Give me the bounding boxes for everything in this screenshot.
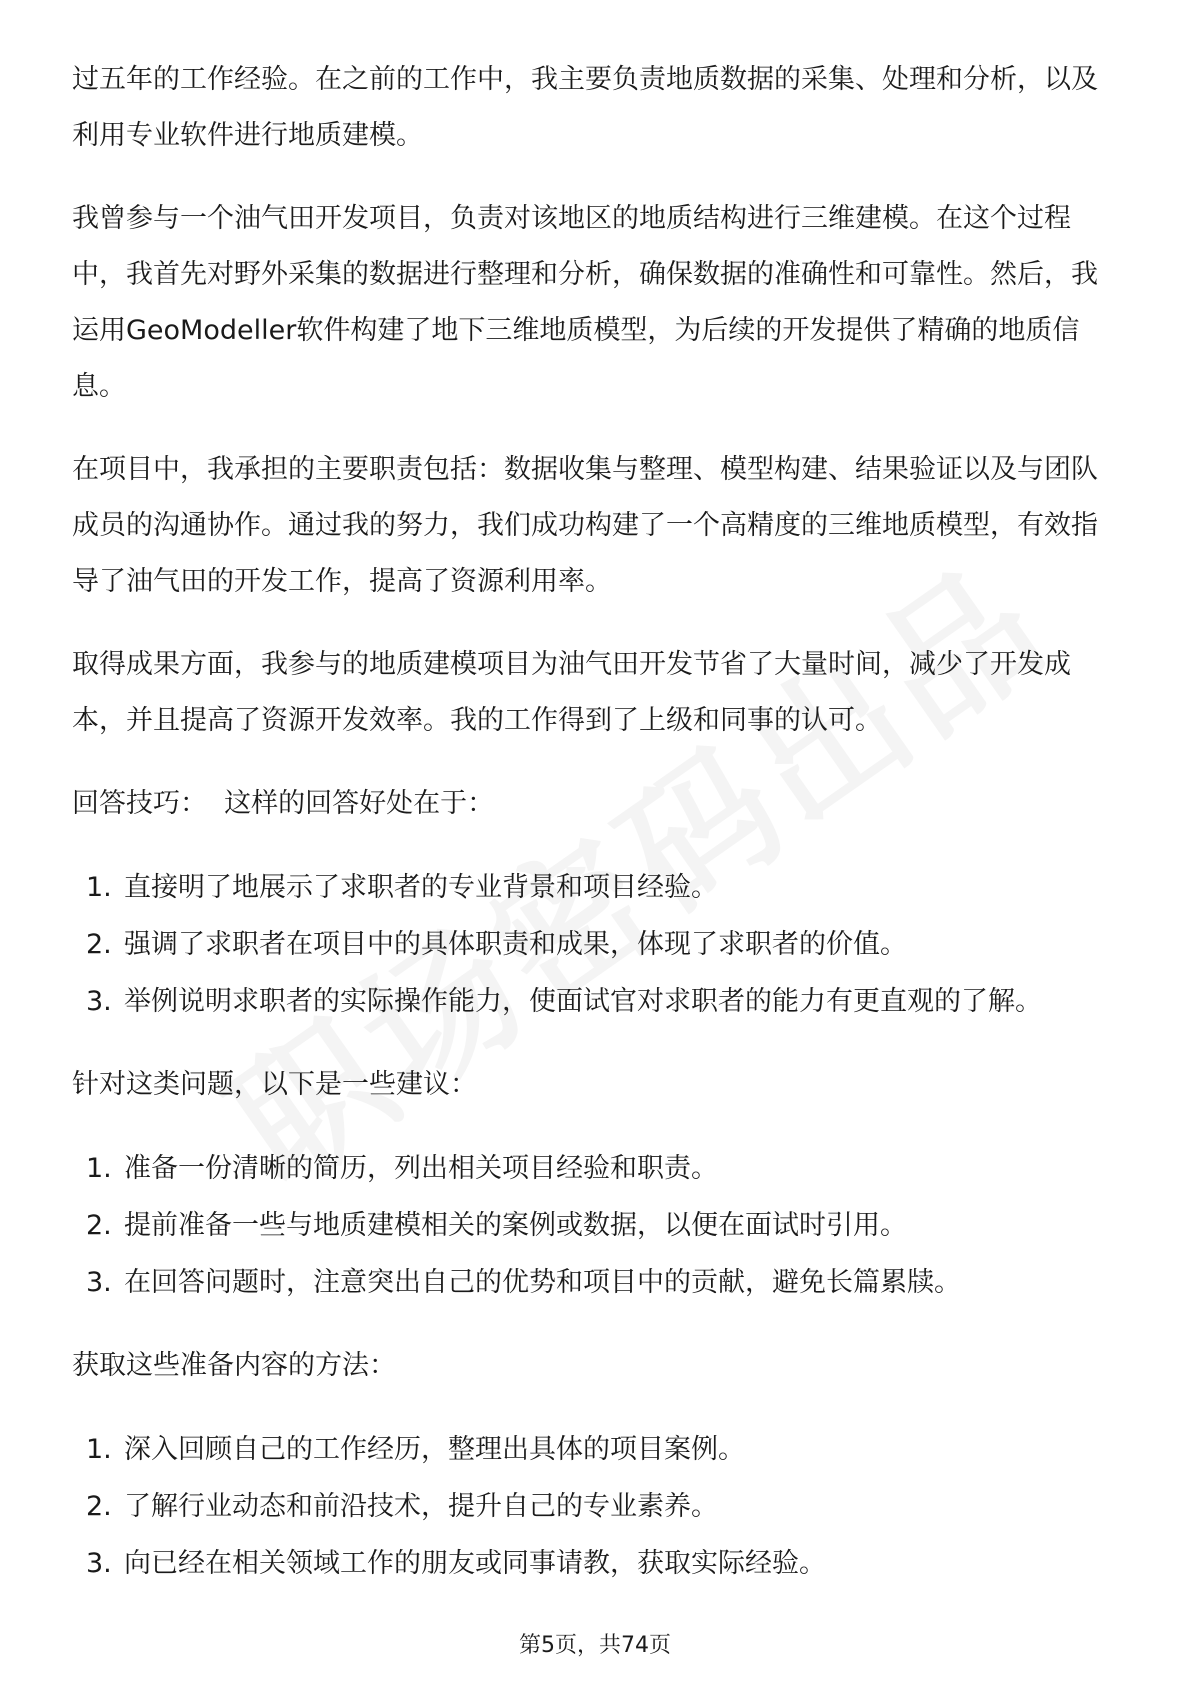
list-number: 2. bbox=[86, 1491, 112, 1522]
list-item bbox=[86, 859, 1122, 916]
list-item bbox=[86, 1421, 1122, 1478]
list-item bbox=[86, 1478, 1122, 1535]
page-number: 第5页，共74页 bbox=[519, 1633, 671, 1658]
list-text: 了解行业动态和前沿技术，提升自己的专业素养。 bbox=[124, 1491, 718, 1522]
list-text: 提前准备一些与地质建模相关的案例或数据，以便在面试时引用。 bbox=[124, 1210, 907, 1241]
methods-heading: 获取这些准备内容的方法： bbox=[72, 1350, 396, 1381]
paragraph-achievements: 取得成果方面，我参与的地质建模项目为油气田开发节省了大量时间，减少了开发成本，并且提高了资源开发效率。我的工作得到了上级和同事的认可。 bbox=[72, 649, 1071, 736]
list-item bbox=[86, 1197, 1122, 1254]
list-text: 直接明了地展示了求职者的专业背景和项目经验。 bbox=[124, 872, 718, 903]
list-item bbox=[86, 1254, 1122, 1311]
list-number: 2. bbox=[86, 1210, 112, 1241]
list-text: 向已经在相关领域工作的朋友或同事请教，获取实际经验。 bbox=[124, 1548, 826, 1579]
list-item bbox=[86, 916, 1122, 973]
document-body bbox=[72, 52, 1122, 1619]
paragraph-project: 我曾参与一个油气田开发项目，负责对该地区的地质结构进行三维建模。在这个过程中，我首先对野外采集的数据进行整理和分析，确保数据的准确性和可靠性。然后，我运用GeoModeller软件构建了地下三维地质模型，为后续的开发提供了精确的地质信息。 bbox=[72, 203, 1098, 402]
paragraph-experience: 过五年的工作经验。在之前的工作中，我主要负责地质数据的采集、处理和分析，以及利用专业软件进行地质建模。 bbox=[72, 64, 1098, 151]
list-number: 2. bbox=[86, 929, 112, 960]
suggestions-heading: 针对这类问题，以下是一些建议： bbox=[72, 1069, 477, 1100]
list-item bbox=[86, 1140, 1122, 1197]
list-text: 举例说明求职者的实际操作能力，使面试官对求职者的能力有更直观的了解。 bbox=[124, 986, 1042, 1017]
list-item bbox=[86, 1535, 1122, 1592]
list-text: 准备一份清晰的简历，列出相关项目经验和职责。 bbox=[124, 1153, 718, 1184]
list-number: 3. bbox=[86, 1267, 112, 1298]
list-number: 3. bbox=[86, 1548, 112, 1579]
list-number: 1. bbox=[86, 1153, 112, 1184]
list-number: 1. bbox=[86, 1434, 112, 1465]
methods-list bbox=[72, 1421, 1122, 1592]
list-item bbox=[86, 973, 1122, 1030]
suggestions-list bbox=[72, 1140, 1122, 1311]
list-text: 深入回顾自己的工作经历，整理出具体的项目案例。 bbox=[124, 1434, 745, 1465]
list-number: 3. bbox=[86, 986, 112, 1017]
paragraph-responsibilities: 在项目中，我承担的主要职责包括：数据收集与整理、模型构建、结果验证以及与团队成员的沟通协作。通过我的努力，我们成功构建了一个高精度的三维地质模型，有效指导了油气田的开发工作，提高了资源利用率。 bbox=[72, 454, 1098, 597]
list-text: 在回答问题时，注意突出自己的优势和项目中的贡献，避免长篇累牍。 bbox=[124, 1267, 961, 1298]
tips-list bbox=[72, 859, 1122, 1030]
list-text: 强调了求职者在项目中的具体职责和成果，体现了求职者的价值。 bbox=[124, 929, 907, 960]
tips-heading: 回答技巧： 这样的回答好处在于： bbox=[72, 788, 495, 819]
list-number: 1. bbox=[86, 872, 112, 903]
